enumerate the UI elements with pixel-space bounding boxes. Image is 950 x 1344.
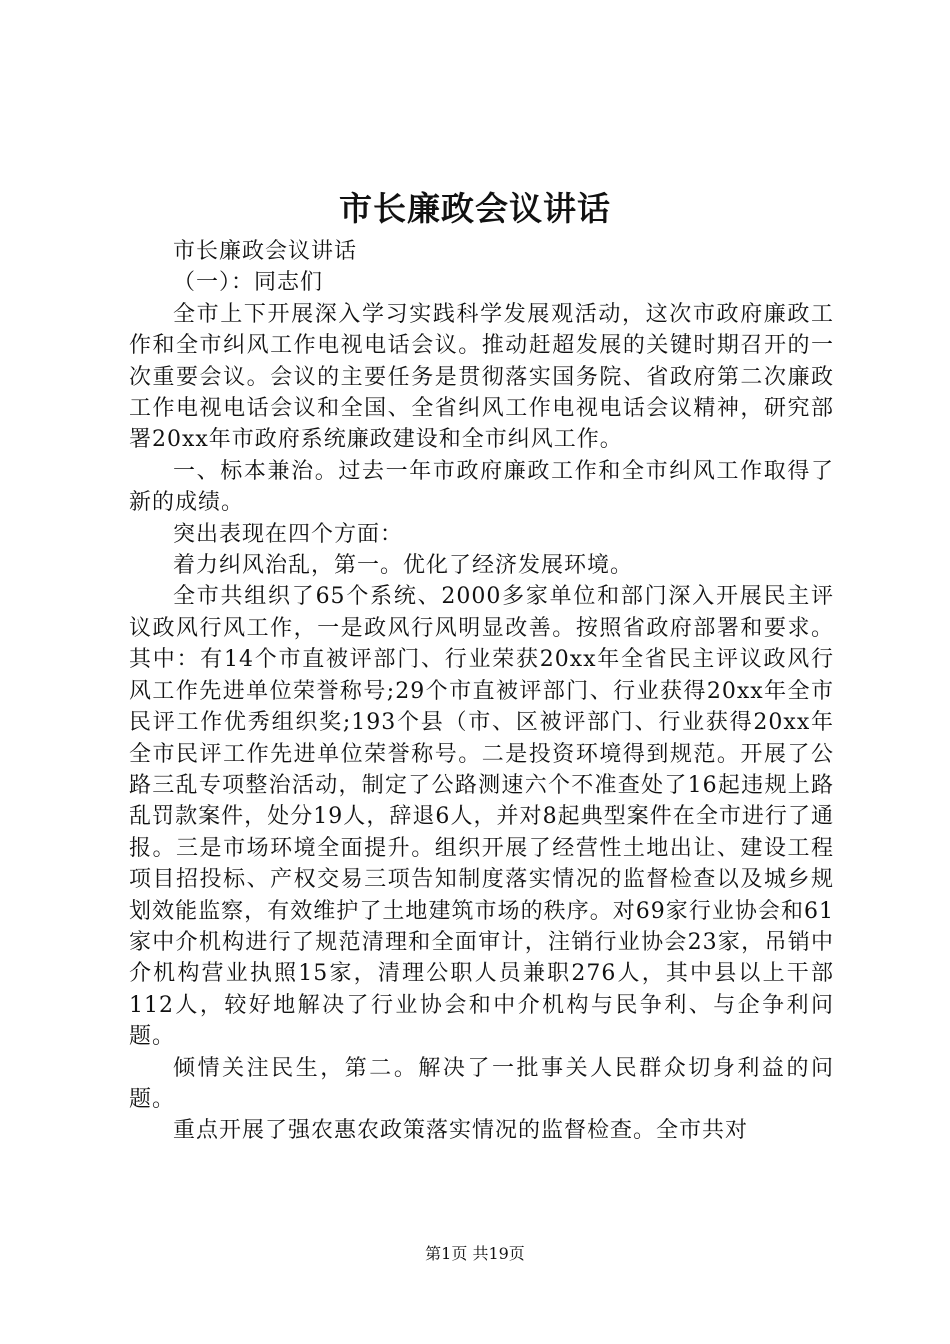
document-body xyxy=(129,236,834,1147)
paragraph-subtitle: 市长廉政会议讲话 xyxy=(173,239,358,264)
document-title: 市长廉政会议讲话 xyxy=(339,189,611,228)
paragraph-four-aspects: 突出表现在四个方面： xyxy=(173,521,404,547)
paragraph-second-details: 重点开展了强农惠农政策落实情况的监督检查。全市共对 xyxy=(173,1118,749,1144)
paragraph-second-point: 倾情关注民生，第二。解决了一批事关人民群众切身利益的问题。 xyxy=(129,1055,834,1112)
paragraph-first-point: 着力纠风治乱，第一。优化了经济发展环境。 xyxy=(173,553,634,579)
paragraph-salutation: （一）：同志们 xyxy=(173,270,324,296)
paragraph-section-one: 一、标本兼治。过去一年市政府廉政工作和全市纠风工作取得了新的成绩。 xyxy=(129,458,834,516)
paragraph-intro: 全市上下开展深入学习实践科学发展观活动，这次市政府廉政工作和全市纠风工作电视电话会议。推动赶超发展的关键时期召开的一次重要会议。会议的主要任务是贯彻落实国务院、省政府第二次廉政工作电视电话会议和全国、全省纠风工作电视电话会议精神，研究部署20xx年市政府系统廉政建设和全市纠风工作。 xyxy=(129,301,834,453)
page-number-footer: 第1页 共19页 xyxy=(425,1244,525,1263)
paragraph-first-details: 全市共组织了65个系统、2000多家单位和部门深入开展民主评议政风行风工作，一是政风行风明显改善。按照省政府部署和要求。其中：有14个市直被评部门、行业荣获20xx年全省民主评议政风行风工作先进单位荣誉称号;29个市直被评部门、行业获得20xx年全市民评工作优秀组织奖;193个县（市、区被评部门、行业获得20xx年全市民评工作先进单位荣誉称号。二是投资环境得到规范。开展了公路三乱专项整治活动，制定了公路测速六个不准查处了16起违规上路乱罚款案件，处分19人，辞退6人，并对8起典型案件在全市进行了通报。三是市场环境全面提升。组织开展了经营性土地出让、建设工程项目招投标、产权交易三项告知制度落实情况的监督检查以及城乡规划效能监察，有效维护了土地建筑市场的秩序。对69家行业协会和61家中介机构进行了规范清理和全面审计，注销行业协会23家，吊销中介机构营业执照15家，清理公职人员兼职276人，其中县以上干部112人，较好地解决了行业协会和中介机构与民争利、与企争利问题。 xyxy=(129,584,834,1050)
